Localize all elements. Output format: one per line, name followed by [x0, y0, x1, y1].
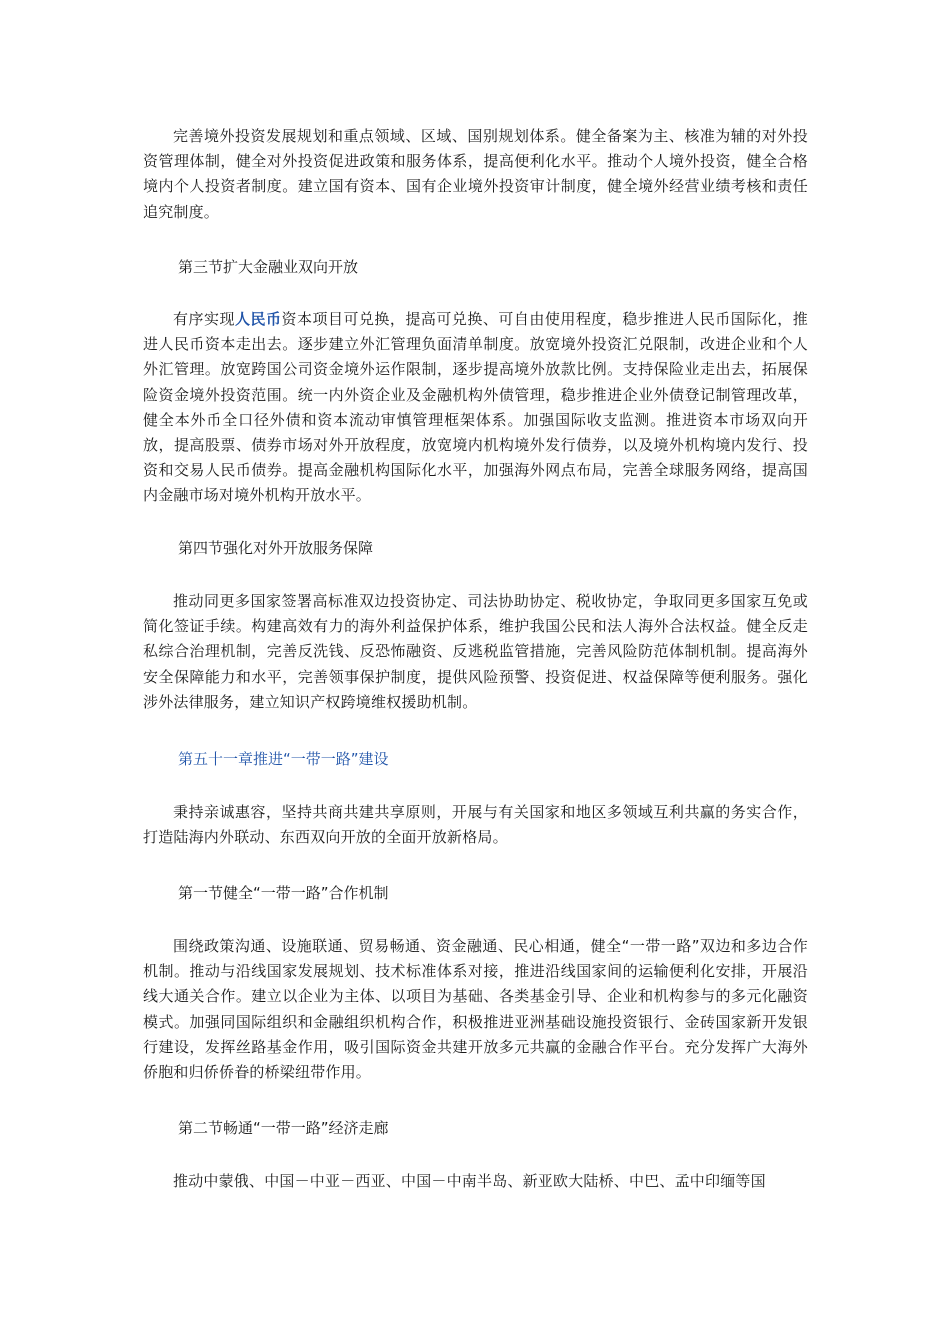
section-heading-3: 第三节扩大金融业双向开放: [178, 258, 359, 276]
chapter-heading-51: 第五十一章推进“一带一路”建设: [178, 750, 389, 768]
paragraph-outbound-investment: 完善境外投资发展规划和重点领域、区域、国别规划体系。健全备案为主、核准为辅的对外投资管理体制，健全对外投资促进政策和服务体系，提高便利化水平。推动个人境外投资，健全合格境内个人投资者制度。建立国有资本、国有企业境外投资审计制度，健全境外经营业绩考核和责任追究制度。: [143, 127, 808, 221]
paragraph-service-guarantee: 推动同更多国家签署高标准双边投资协定、司法协助协定、税收协定，争取同更多国家互免或简化签证手续。构建高效有力的海外利益保护体系，维护我国公民和法人海外合法权益。健全反走私综合治理机制，完善反洗钱、反恐怖融资、反逃税监管措施，完善风险防范体制机制。提高海外安全保障能力和水平，完善领事保护制度，提供风险预警、投资促进、权益保障等便利服务。强化涉外法律服务，建立知识产权跨境维权援助机制。: [143, 592, 808, 711]
paragraph-economic-corridors: 推动中蒙俄、中国－中亚－西亚、中国－中南半岛、新亚欧大陆桥、中巴、孟中印缅等国: [173, 1172, 766, 1190]
paragraph-belt-road-intro: 秉持亲诚惠容，坚持共商共建共享原则，开展与有关国家和地区多领域互利共赢的务实合作，打造陆海内外联动、东西双向开放的全面开放新格局。: [143, 803, 808, 847]
section-heading-2: 第二节畅通“一带一路”经济走廊: [178, 1119, 389, 1137]
paragraph-cooperation-mechanism: 围绕政策沟通、设施联通、贸易畅通、资金融通、民心相通，健全“一带一路”双边和多边合作机制。推动与沿线国家发展规划、技术标准体系对接，推进沿线国家间的运输便利化安排，开展沿线大通关合作。建立以企业为主体、以项目为基础、各类基金引导、企业和机构参与的多元化融资模式。加强同国际组织和金融组织机构合作，积极推进亚洲基础设施投资银行、金砖国家新开发银行建设，发挥丝路基金作用，吸引国际资金共建开放多元共赢的金融合作平台。充分发挥广大海外侨胞和归侨侨眷的桥梁纽带作用。: [143, 937, 808, 1082]
paragraph-text-start: 有序实现: [173, 310, 235, 328]
section-heading-4: 第四节强化对外开放服务保障: [178, 539, 374, 557]
paragraph-financial-opening: [143, 307, 808, 509]
renminbi-link[interactable]: 人民币: [234, 310, 282, 328]
paragraph-text-rest: 资本项目可兑换，提高可兑换、可自由使用程度，稳步推进人民币国际化，推进人民币资本走出去。逐步建立外汇管理负面清单制度。放宽境外投资汇兑限制，改进企业和个人外汇管理。放宽跨国公司资金境外运作限制，逐步提高境外放款比例。支持保险业走出去，拓展保险资金境外投资范围。统一内外资企业及金融机构外债管理，稳步推进企业外债登记制管理改革，健全本外币全口径外债和资本流动审慎管理框架体系。加强国际收支监测。推进资本市场双向开放，提高股票、债券市场对外开放程度，放宽境内机构境外发行债券，以及境外机构境内发行、投资和交易人民币债券。提高金融机构国际化水平，加强海外网点布局，完善全球服务网络，提高国内金融市场对境外机构开放水平。: [143, 310, 808, 505]
section-heading-1: 第一节健全“一带一路”合作机制: [178, 884, 389, 902]
